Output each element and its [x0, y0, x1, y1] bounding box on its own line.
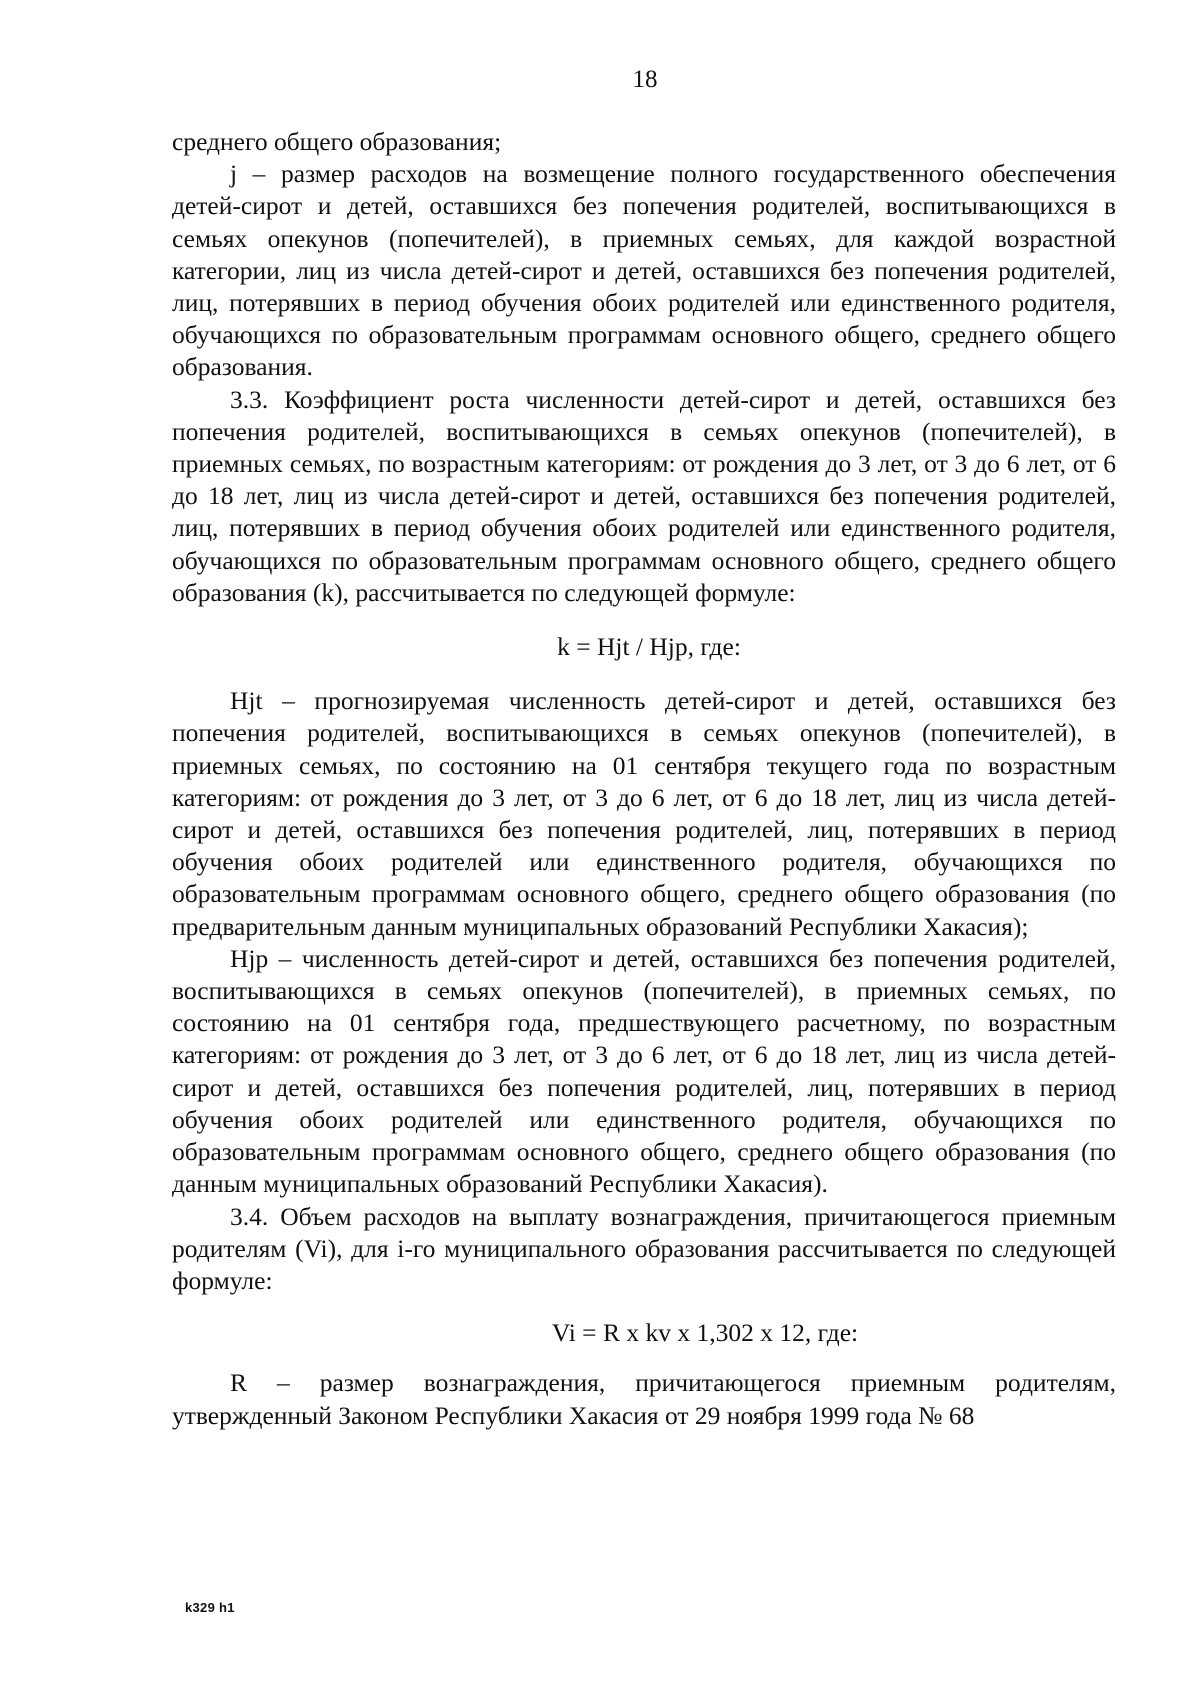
paragraph-3-3: 3.3. Коэффициент роста численности детей-сирот и детей, оставшихся без попечения родителей, воспитывающихся в семьях опекунов (попечителей), в приемных семьях, по возрастным категориям: от рождения до 3 лет, от 3 до 6 лет, от 6 до 18 лет, лиц из числа детей-сирот и детей, оставшихся без попечения родителей, лиц, потерявших в период обучения обоих родителей или единственного родителя, обучающихся по образовательным программам основного общего, среднего общего образования (k), рассчитывается по следующей формуле:: [172, 384, 1116, 607]
paragraph-hjt-definition: Hjt – прогнозируемая численность детей-сирот и детей, оставшихся без попечения родителей, воспитывающихся в семьях опекунов (попечителей), в приемных семьях, по состоянию на 01 сентября текущего года по возрастным категориям: от рождения до 3 лет, от 3 до 6 лет, от 6 до 18 лет, лиц из числа детей-сирот и детей, оставшихся без попечения родителей, лиц, потерявших в период обучения обоих родителей или единственного родителя, обучающихся по образовательным программам основного общего, среднего общего образования (по предварительным данным муниципальных образований Республики Хакасия);: [172, 686, 1116, 941]
paragraph-j-definition: j – размер расходов на возмещение полного государственного обеспечения детей-сирот и детей, оставшихся без попечения родителей, воспитывающихся в семьях опекунов (попечителей), в приемных семьях, для каждой возрастной категории, лиц из числа детей-сирот и детей, оставшихся без попечения родителей, лиц, потерявших в период обучения обоих родителей или единственного родителя, обучающихся по образовательным программам основного общего, среднего общего образования.: [172, 159, 1116, 382]
footer-document-code: k329 h1: [185, 1600, 235, 1615]
paragraph-3-4: 3.4. Объем расходов на выплату вознаграждения, причитающегося приемным родителям (Vi), для i-го муниципального образования рассчитывается по следующей формуле:: [172, 1201, 1116, 1295]
formula-k: k = Hjt / Hjp, где:: [557, 632, 741, 662]
page-number: 18: [632, 66, 658, 93]
paragraph-continuation: среднего общего образования;: [172, 127, 502, 156]
formula-vi: Vi = R x kv x 1,302 x 12, где:: [551, 1318, 859, 1348]
paragraph-r-definition: R – размер вознаграждения, причитающегося приемным родителям, утвержденный Законом Республики Хакасия от 29 ноября 1999 года № 68: [172, 1368, 1116, 1430]
paragraph-hjp-definition: Hjp – численность детей-сирот и детей, оставшихся без попечения родителей, воспитывающихся в семьях опекунов (попечителей), в приемных семьях, по состоянию на 01 сентября года, предшествующего расчетному, по возрастным категориям: от рождения до 3 лет, от 3 до 6 лет, от 6 до 18 лет, лиц из числа детей-сирот и детей, оставшихся без попечения родителей, лиц, потерявших в период обучения обоих родителей или единственного родителя, обучающихся по образовательным программам основного общего, среднего общего образования (по данным муниципальных образований Республики Хакасия).: [172, 943, 1116, 1199]
document-body: [172, 126, 1116, 1432]
